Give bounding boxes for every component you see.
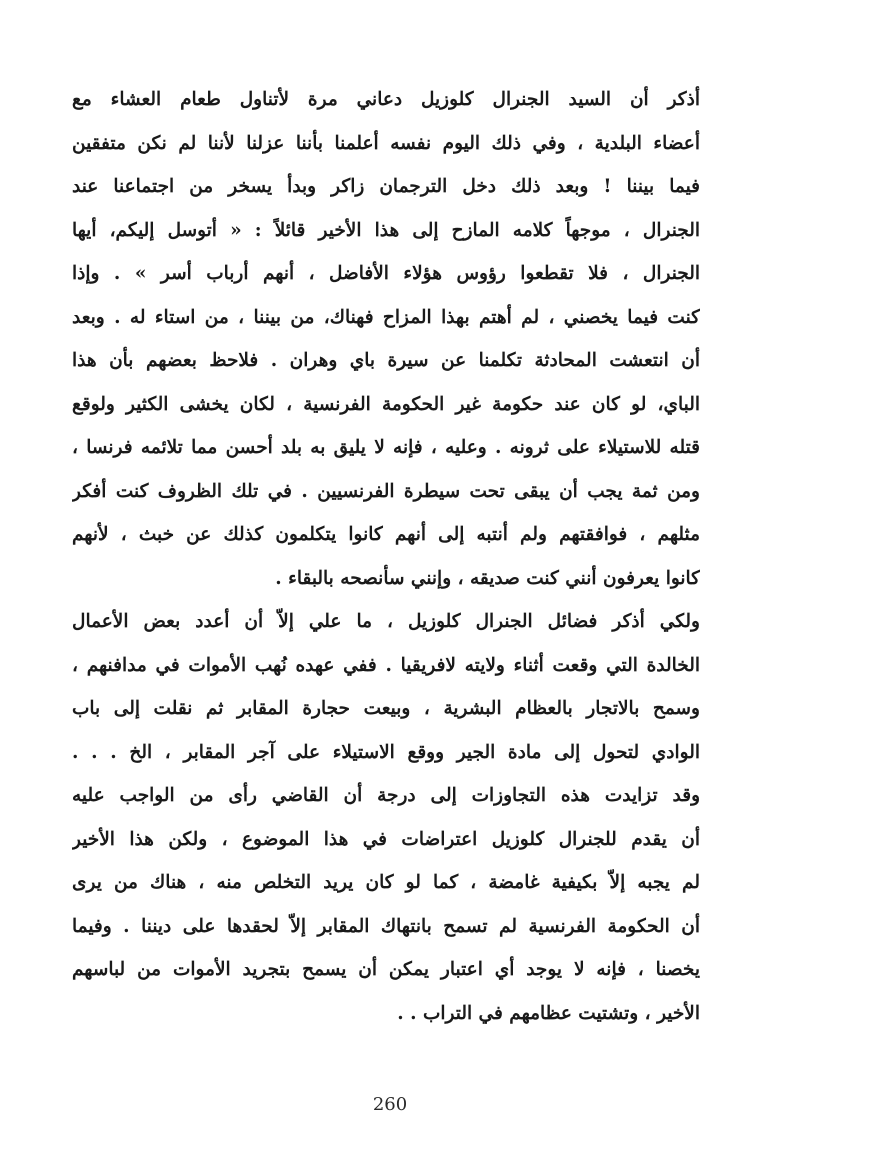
- text-line: الجنرال ، فلا تقطعوا رؤوس هؤلاء الأفاضل ، أنهم أرباب أسر » . وإذا: [72, 263, 700, 284]
- text-line: الوادي لتحول إلى مادة الجير ووقع الاستيلاء على آجر المقابر ، الخ . . .: [72, 741, 700, 763]
- text-line: وسمح بالاتجار بالعظام البشرية ، وبيعت حجارة المقابر ثم نقلت إلى باب: [72, 698, 700, 719]
- paragraph-1: [72, 78, 700, 600]
- text-line: ومن ثمة يجب أن يبقى تحت سيطرة الفرنسيين . في تلك الظروف كنت أفكر: [72, 480, 700, 502]
- text-line: أن يقدم للجنرال كلوزيل اعتراضات في هذا الموضوع ، ولكن هذا الأخير: [72, 828, 700, 850]
- text-line: يخصنا ، فإنه لا يوجد أي اعتبار يمكن أن يسمح بتجريد الأموات من لباسهم: [72, 959, 700, 980]
- text-line: فيما بيننا ! وبعد ذلك دخل الترجمان زاكر وبدأ يسخر من اجتماعنا عند: [72, 176, 700, 197]
- text-line: أعضاء البلدية ، وفي ذلك اليوم نفسه أعلمنا بأننا عزلنا لأننا لم نكن متفقين: [72, 132, 700, 154]
- text-line: الأخير ، وتشتيت عظامهم في التراب . .: [397, 1002, 700, 1024]
- text-line: كانوا يعرفون أنني كنت صديقه ، وإنني سأنصحه بالبقاء .: [275, 567, 700, 589]
- text-line: أن الحكومة الفرنسية لم تسمح بانتهاك المقابر إلاّ لحقدها على ديننا . وفيما: [72, 915, 700, 937]
- text-line: قتله للاستيلاء على ثرونه . وعليه ، فإنه لا يليق به بلد أحسن مما تلائمه فرنسا ،: [72, 437, 700, 458]
- text-line: أن انتعشت المحادثة تكلمنا عن سيرة باي وهران . فلاحظ بعضهم بأن هذا: [72, 350, 700, 371]
- text-line: الباي، لو كان عند حكومة غير الحكومة الفرنسية ، لكان يخشى الكثير ولوقع: [72, 393, 700, 415]
- text-line: وقد تزايدت هذه التجاوزات إلى درجة أن القاضي رأى من الواجب عليه: [72, 785, 700, 806]
- text-line: الخالدة التي وقعت أثناء ولايته لافريقيا . ففي عهده نُهب الأموات في مدافنهم ،: [72, 654, 700, 676]
- text-line: أذكر أن السيد الجنرال كلوزيل دعاني مرة لأتناول طعام العشاء مع: [72, 89, 700, 110]
- text-line: الجنرال ، موجهاً كلامه المازح إلى هذا الأخير قائلاً : « أتوسل إليكم، أيها: [72, 219, 700, 241]
- text-line: ولكي أذكر فضائل الجنرال كلوزيل ، ما علي إلاّ أن أعدد بعض الأعمال: [72, 611, 700, 632]
- paragraph-2: [72, 600, 700, 1035]
- text-line: لم يجبه إلاّ بكيفية غامضة ، كما لو كان يريد التخلص منه ، هناك من يرى: [72, 872, 700, 893]
- text-line: مثلهم ، فوافقتهم ولم أنتبه إلى أنهم كانوا يتكلمون كذلك عن خبث ، لأنهم: [72, 524, 700, 545]
- page-number: 260: [372, 1094, 408, 1115]
- text-line: كنت فيما يخصني ، لم أهتم بهذا المزاح فهناك، من بيننا ، من استاء له . وبعد: [72, 306, 700, 328]
